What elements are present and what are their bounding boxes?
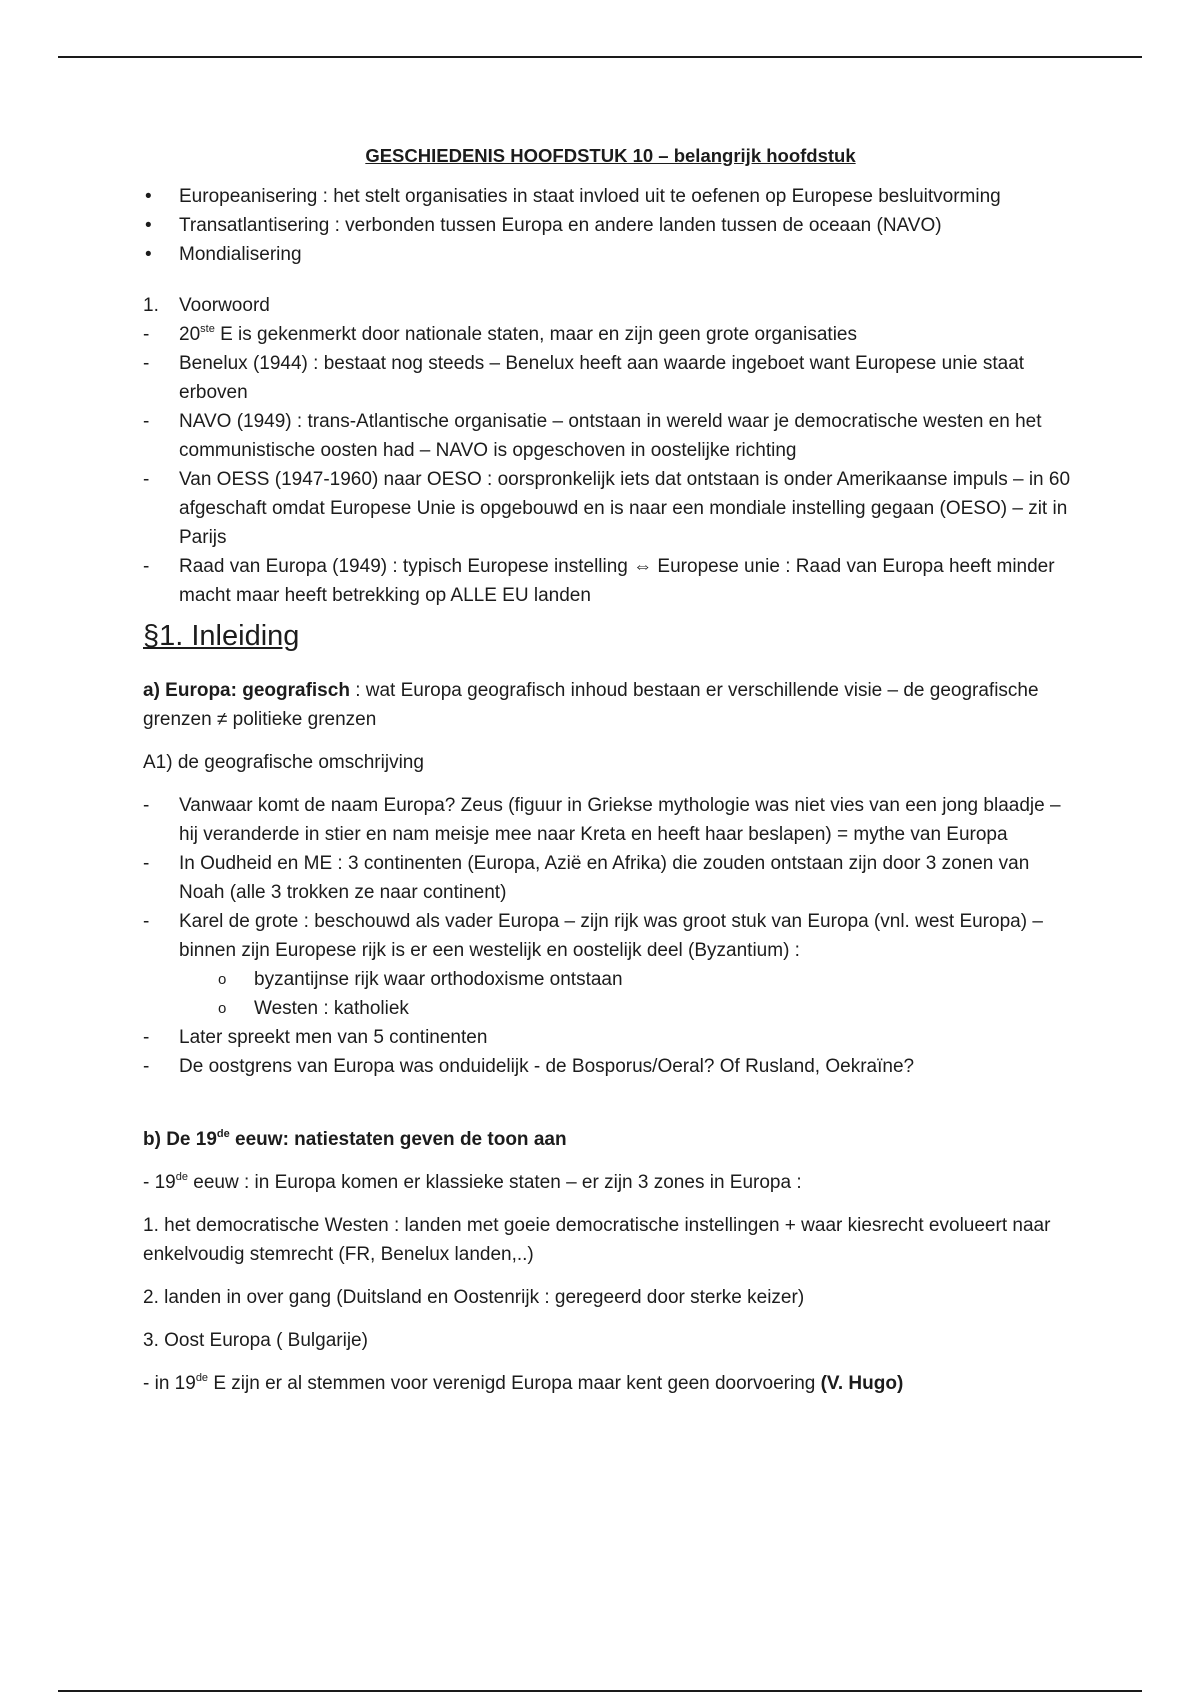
dash-item: - De oostgrens van Europa was onduidelijk - de Bosporus/Oeral? Of Rusland, Oekraïne? [143, 1056, 915, 1077]
bullet-item: • Mondialisering [143, 240, 1078, 269]
dash-item: - Vanwaar komt de naam Europa? Zeus (figuur in Griekse mythologie was niet vies van een jong blaadje – hij veranderde in stier en nam meisje mee naar Kreta en heeft haar beslapen) = mythe van Europa [143, 795, 1061, 845]
numbered-heading-voorwoord: 1. Voorwoord [143, 295, 270, 316]
footer-rule [58, 1690, 1142, 1692]
bullet-marker: • [145, 244, 152, 265]
dash-item: - Raad van Europa (1949) : typisch Europese instelling ⇔ Europese unie : Raad van Europa heeft minder macht maar heeft betrekking op ALLE EU landen [143, 556, 1055, 606]
bullet-item: • Transatlantisering : verbonden tussen Europa en andere landen tussen de oceaan (NAVO) [143, 211, 1078, 240]
sub-item: o Westen : katholiek [218, 998, 409, 1019]
dash-item: - 20ste E is gekenmerkt door nationale staten, maar en zijn geen grote organisaties [143, 323, 857, 345]
dash-item: - NAVO (1949) : trans-Atlantische organisatie – ontstaan in wereld waar je democratische westen en het communistische oosten had – NAVO is opgeschoven in oostelijke richting [143, 411, 1042, 461]
subsection-a1: A1) de geografische omschrijving [143, 752, 424, 773]
subsection-b-heading: b) De 19de eeuw: natiestaten geven de toon aan [143, 1128, 567, 1150]
dash-item: - Benelux (1944) : bestaat nog steeds – Benelux heeft aan waarde ingeboet want Europese unie staat erboven [143, 353, 1025, 403]
subsection-b-last: - in 19de E zijn er al stemmen voor verenigd Europa maar kent geen doorvoering (V. Hugo) [143, 1372, 904, 1394]
document-title: GESCHIEDENIS HOOFDSTUK 10 – belangrijk hoofdstuk [365, 145, 856, 166]
dash-item: - In Oudheid en ME : 3 continenten (Europa, Azië en Afrika) die zouden ontstaan zijn door 3 zonen van Noah (alle 3 trokken ze naar continent) [143, 853, 1030, 903]
bullet-item: • Europeanisering : het stelt organisaties in staat invloed uit te oefenen op Europese besluitvorming [143, 182, 1078, 211]
header-rule [58, 56, 1142, 58]
subsection-b-line: - 19de eeuw : in Europa komen er klassieke staten – er zijn 3 zones in Europa : [143, 1171, 802, 1193]
dash-item: - Later spreekt men van 5 continenten [143, 1027, 488, 1048]
dash-item: - Van OESS (1947-1960) naar OESO : oorspronkelijk iets dat ontstaan is onder Amerikaanse impuls – in 60 afgeschaft omdat Europese Unie is opgebouwd en is naar een mondiale instelling gegaan (OESO) – zit in Parijs [143, 469, 1071, 548]
section-heading: §1. Inleiding [143, 620, 300, 652]
zone-point: 1. het democratische Westen : landen met goeie democratische instellingen + waar kiesrecht evolueert naar enkelvoudig stemrecht (FR, Benelux landen,..) [143, 1215, 1051, 1265]
zone-point: 3. Oost Europa ( Bulgarije) [143, 1330, 368, 1351]
document-body [143, 141, 1078, 1398]
bullet-marker: • [145, 186, 152, 207]
dash-item: - Karel de grote : beschouwd als vader Europa – zijn rijk was groot stuk van Europa (vnl. west Europa) – binnen zijn Europese rijk is er een westelijk en oostelijk deel (Byzantium) : [143, 911, 1043, 961]
bullet-marker: • [145, 215, 152, 236]
sub-item: o byzantijnse rijk waar orthodoxisme ontstaan [218, 969, 623, 990]
subsection-a: a) Europa: geografisch : wat Europa geografisch inhoud bestaan er verschillende visie – de geografische grenzen ≠ politieke grenzen [143, 680, 1039, 730]
zone-point: 2. landen in over gang (Duitsland en Oostenrijk : geregeerd door sterke keizer) [143, 1287, 805, 1308]
